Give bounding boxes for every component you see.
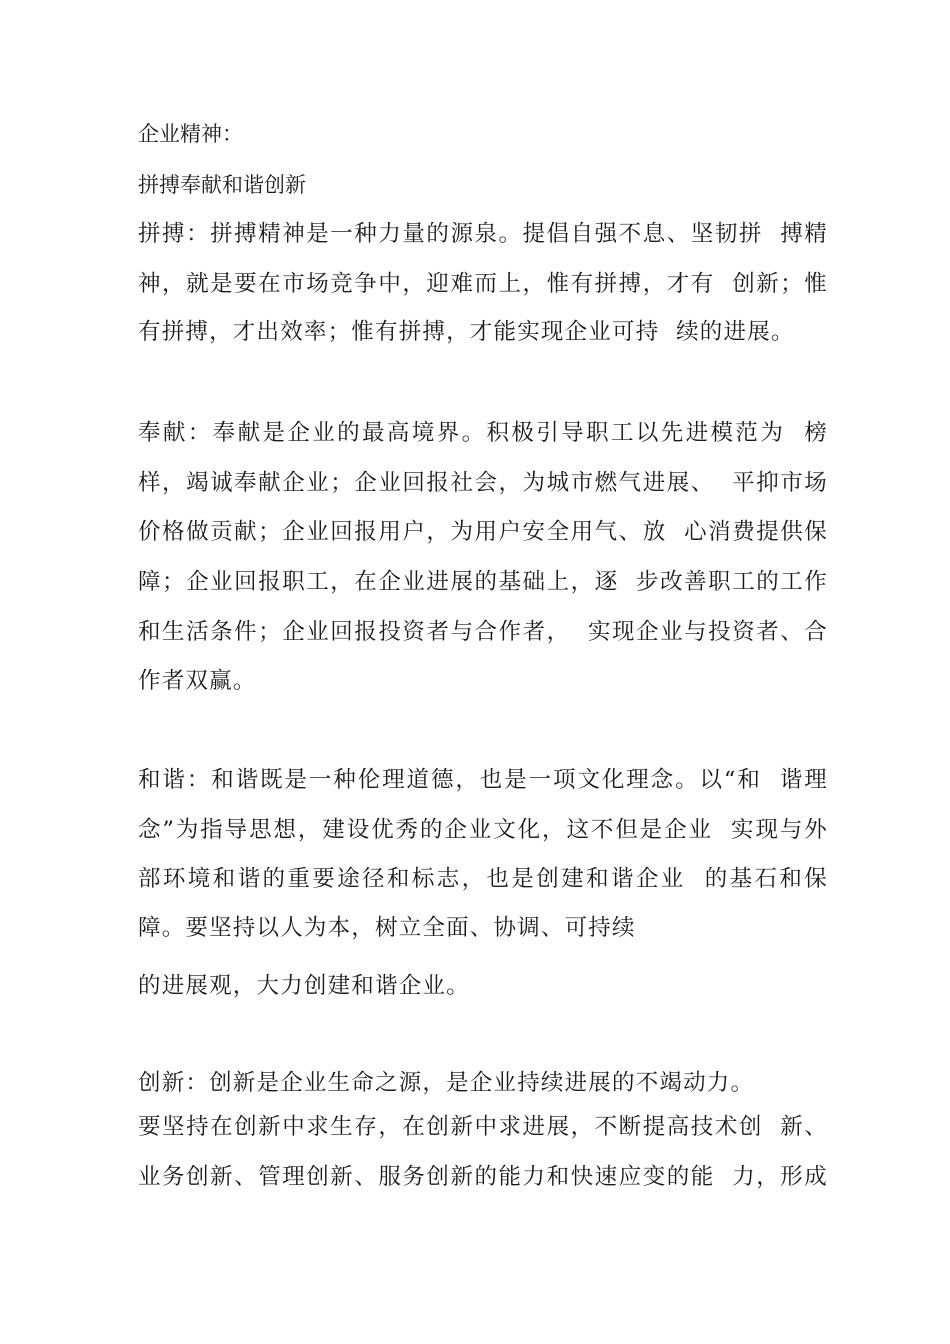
spirit-label: 企业精神： (138, 122, 243, 146)
paragraph-hexie-line: 部环境和谐的重要途径和标志，也是创建和谐企业 的基石和保 (138, 866, 828, 892)
paragraph-fengxian-line: 障；企业回报职工，在企业进展的基础上，逐 步改善职工的工作 (138, 569, 828, 595)
paragraph-chuangxin-line: 业务创新、管理创新、服务创新的能力和快速应变的能 力，形成 (138, 1164, 828, 1190)
paragraph-hexie-line: 和谐：和谐既是一种伦理道德，也是一项文化理念。以“和 谐理 (138, 767, 828, 793)
paragraph-hexie-line: 的进展观，大力创建和谐企业。 (138, 973, 470, 999)
paragraph-pinbo-line: 拼搏：拼搏精神是一种力量的源泉。提倡自强不息、坚韧拼 搏精 (138, 221, 828, 247)
paragraph-pinbo-line: 有拼搏，才出效率；惟有拼搏，才能实现企业可持 续的进展。 (138, 319, 795, 345)
paragraph-chuangxin-line: 创新：创新是企业生命之源，是企业持续进展的不竭动力。 (138, 1070, 755, 1096)
paragraph-hexie-line: 念”为指导思想，建设优秀的企业文化，这不但是企业 实现与外 (138, 817, 828, 843)
paragraph-fengxian-line: 作者双赢。 (138, 668, 257, 694)
paragraph-fengxian-line: 奉献：奉献是企业的最高境界。积极引导职工以先进模范为 榜 (138, 420, 828, 446)
paragraph-hexie-line: 障。要坚持以人为本，树立全面、协调、可持续 (138, 915, 636, 941)
paragraph-pinbo-line: 神，就是要在市场竞争中，迎难而上，惟有拼搏，才有 创新；惟 (138, 271, 828, 297)
paragraph-fengxian-line: 价格做贡献；企业回报用户，为用户安全用气、放 心消费提供保 (138, 519, 828, 545)
paragraph-chuangxin-line: 要坚持在创新中求生存，在创新中求进展，不断提高技术创 新、 (138, 1114, 828, 1140)
paragraph-fengxian-line: 样，竭诚奉献企业；企业回报社会，为城市燃气进展、 平抑市场 (138, 470, 828, 496)
spirit-value: 拼搏奉献和谐创新 (138, 173, 306, 197)
paragraph-fengxian-line: 和生活条件；企业回报投资者与合作者， 实现企业与投资者、合 (138, 619, 828, 645)
